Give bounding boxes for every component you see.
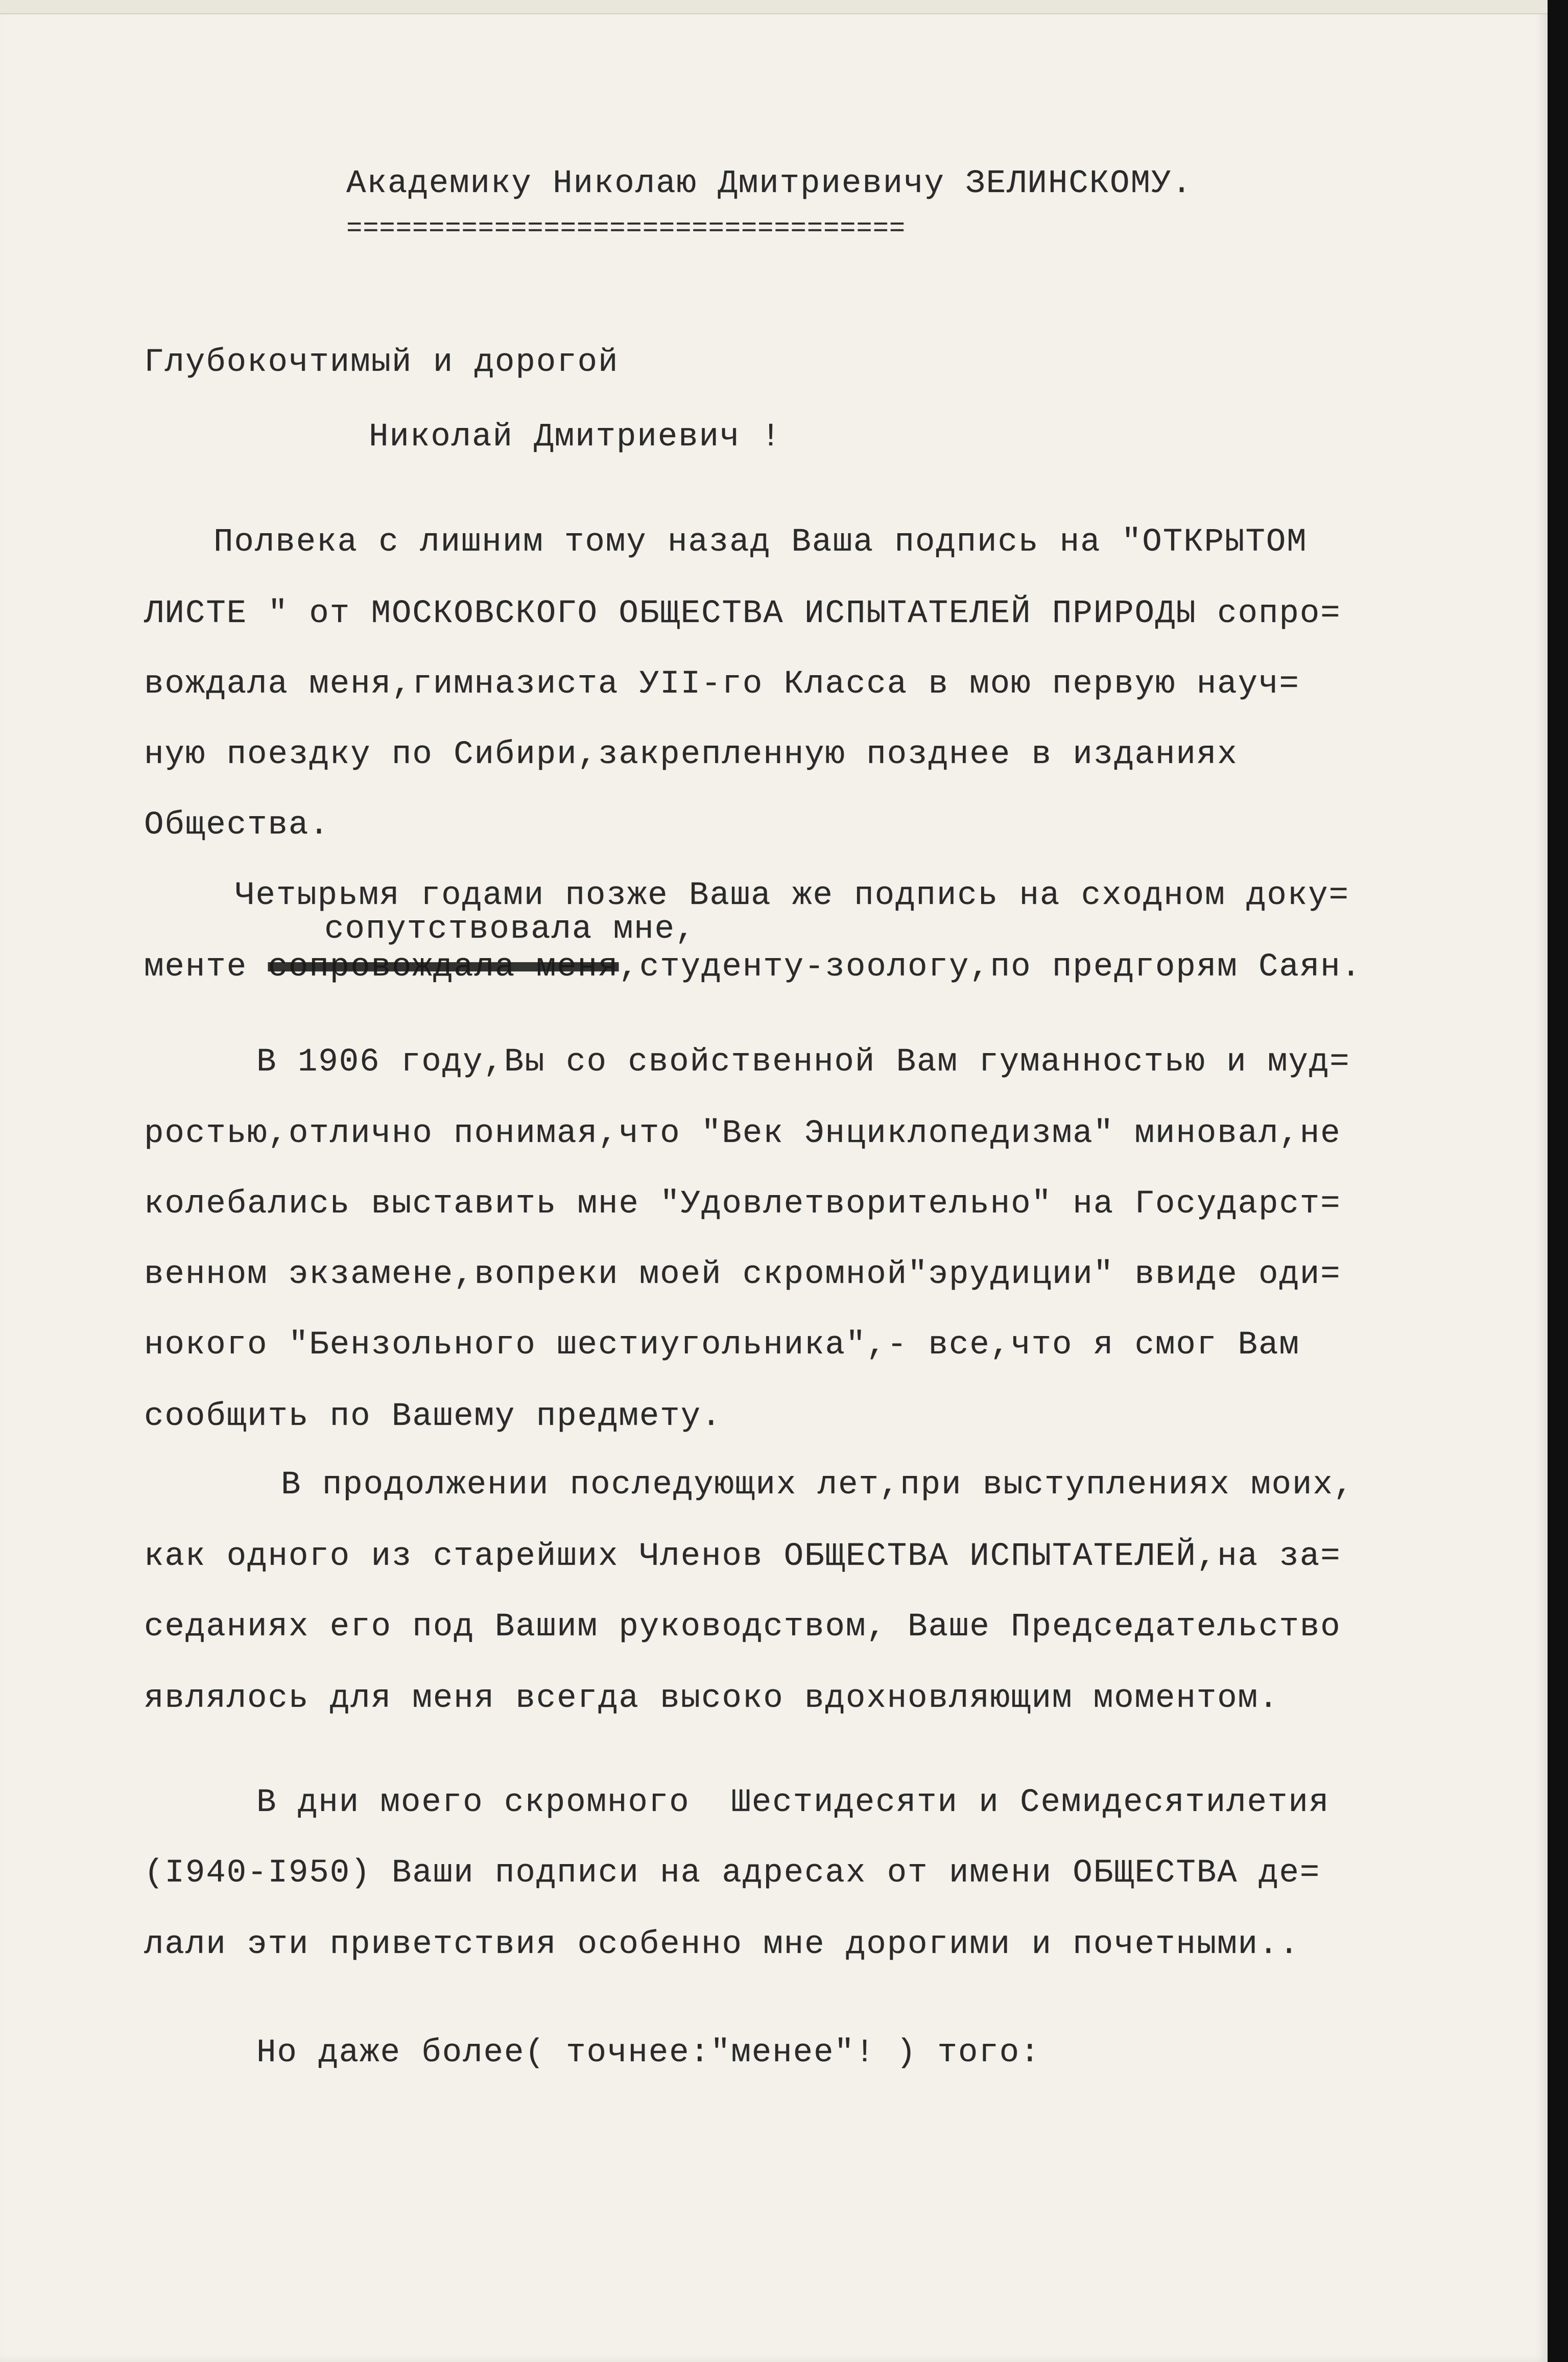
paragraph-5-line-3: лали эти приветствия особенно мне дорогими и почетными..: [144, 1926, 1300, 1963]
paragraph-3-line-3: колебались выставить мне "Удовлетворительно" на Государст=: [144, 1186, 1341, 1223]
paragraph-1-line-3: вождала меня,гимназиста УII-го Класса в мою первую науч=: [144, 666, 1300, 703]
paragraph-3-line-1: В 1906 году,Вы со свойственной Вам гуманностью и муд=: [256, 1044, 1350, 1081]
binding-spine: [1548, 0, 1568, 2362]
paragraph-6-line-1: Но даже более( точнее:"менее"! ) того:: [256, 2035, 1041, 2071]
line-end: ,студенту-зоологу,по предгорям Саян.: [619, 949, 1362, 986]
paragraph-5-line-2: (I940-I950) Ваши подписи на адресах от имени ОБЩЕСТВА де=: [144, 1855, 1321, 1892]
paragraph-3-line-6: сообщить по Вашему предмету.: [144, 1398, 722, 1435]
paragraph-3-line-2: ростью,отлично понимая,что "Век Энциклопедизма" миновал,не: [144, 1115, 1341, 1152]
paragraph-2-insertion: сопутствовала мне,: [324, 911, 696, 948]
paragraph-4-line-2: как одного из старейших Членов ОБЩЕСТВА ИСПЫТАТЕЛЕЙ,на за=: [144, 1538, 1341, 1575]
line-start: менте: [144, 949, 268, 986]
paragraph-2-line-1: Четырьмя годами позже Ваша же подпись на сходном доку=: [235, 877, 1349, 914]
paragraph-3-line-5: нокого "Бензольного шестиугольника",- все,что я смог Вам: [144, 1327, 1300, 1364]
salutation-line-1: Глубокочтимый и дорогой: [144, 344, 619, 381]
paragraph-3-line-4: венном экзамене,вопреки моей скромной"эрудиции" ввиде оди=: [144, 1256, 1341, 1293]
paragraph-1-line-4: ную поездку по Сибири,закрепленную позднее в изданиях: [144, 736, 1238, 773]
paragraph-4-line-3: седаниях его под Вашим руководством, Ваше Председательство: [144, 1609, 1341, 1645]
paragraph-1-line-2: ЛИСТЕ " от МОСКОВСКОГО ОБЩЕСТВА ИСПЫТАТЕЛЕЙ ПРИРОДЫ сопро=: [144, 595, 1341, 632]
paragraph-4-line-1: В продолжении последующих лет,при выступлениях моих,: [281, 1467, 1355, 1504]
heading-underline: ==================================: [346, 213, 906, 244]
paragraph-2-line-2: [144, 951, 1362, 984]
paragraph-1-line-1: Полвека с лишним тому назад Ваша подпись на "ОТКРЫТОМ: [213, 524, 1308, 561]
salutation-line-2: Николай Дмитриевич !: [369, 419, 782, 456]
page-top-edge: [0, 0, 1548, 14]
struck-out-text: сопровождала меня: [268, 949, 619, 986]
paragraph-1-line-5: Общества.: [144, 807, 330, 844]
paragraph-4-line-4: являлось для меня всегда высоко вдохновляющим моментом.: [144, 1680, 1279, 1717]
letter-heading: Академику Николаю Дмитриевичу ЗЕЛИНСКОМУ.: [346, 165, 1193, 202]
paragraph-5-line-1: В дни моего скромного Шестидесяти и Семидесятилетия: [256, 1784, 1330, 1821]
